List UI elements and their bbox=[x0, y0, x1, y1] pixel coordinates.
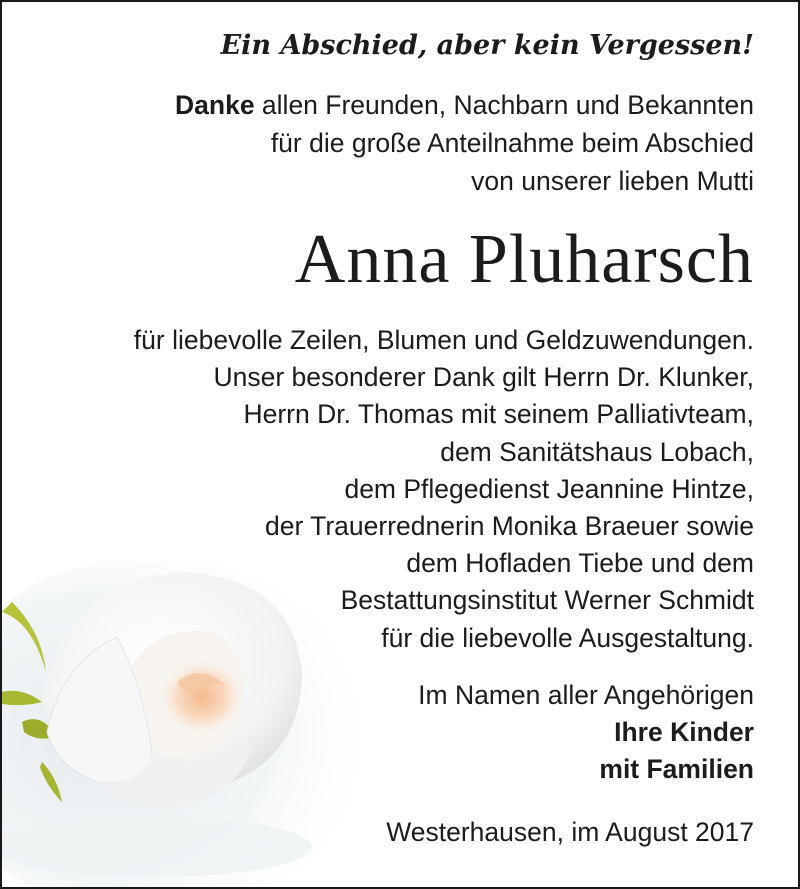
intro-line-1 bbox=[2, 86, 754, 124]
intro-line-1-rest: allen Freunden, Nachbarn und Bekannten bbox=[254, 90, 754, 120]
body-line: für die liebevolle Ausgestaltung. bbox=[381, 622, 754, 653]
body-line: dem Pflegedienst Jeannine Hintze, bbox=[344, 473, 754, 504]
body-line: dem Hofladen Tiebe und dem bbox=[406, 548, 754, 579]
place-date: Westerhausen, im August 2017 bbox=[386, 816, 754, 847]
intro-text bbox=[2, 86, 754, 200]
signature bbox=[2, 677, 754, 788]
body-line: Herrn Dr. Thomas mit seinem Palliativteam, bbox=[243, 399, 754, 430]
headline: Ein Abschied, aber kein Vergessen! bbox=[220, 30, 754, 61]
signature-line-3: mit Familien bbox=[599, 753, 754, 784]
body-line: für liebevolle Zeilen, Blumen und Geldzuwendungen. bbox=[133, 325, 754, 355]
signature-line-1: Im Namen aller Angehörigen bbox=[418, 679, 754, 710]
body-line: Bestattungsinstitut Werner Schmidt bbox=[340, 585, 754, 616]
intro-thanks-word: Danke bbox=[175, 90, 255, 120]
intro-line-3: von unserer lieben Mutti bbox=[471, 166, 754, 196]
body-line: der Trauerrednerin Monika Braeuer sowie bbox=[264, 511, 754, 542]
thanks-body bbox=[2, 322, 754, 657]
body-line: Unser besonderer Dank gilt Herrn Dr. Klunker, bbox=[213, 362, 754, 393]
signature-line-2: Ihre Kinder bbox=[614, 716, 754, 747]
notice-text bbox=[2, 28, 754, 851]
body-line: dem Sanitätshaus Lobach, bbox=[440, 436, 754, 467]
intro-line-2: für die große Anteilnahme beim Abschied bbox=[270, 128, 754, 158]
deceased-name: Anna Pluharsch bbox=[294, 221, 754, 298]
